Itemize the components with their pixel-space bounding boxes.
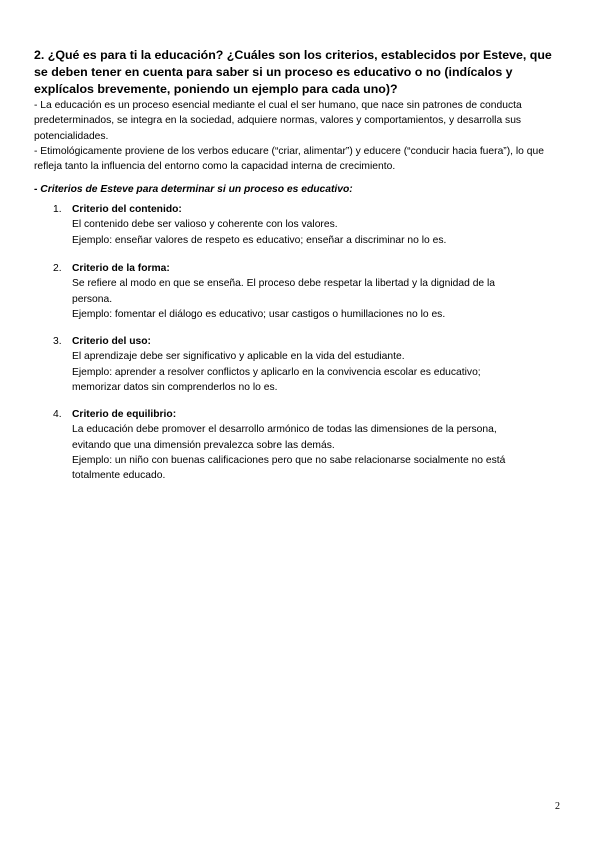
criterion-number: 2.: [53, 263, 62, 274]
criterion-example: Ejemplo: fomentar el diálogo es educativo; usar castigos o humillaciones no lo es.: [72, 308, 446, 320]
criterion-description: La educación debe promover el desarrollo armónico de todas las dimensiones de la persona, evitando que una dimensión prevalezca sobre las demás.: [72, 424, 497, 451]
criterion-description: Se refiere al modo en que se enseña. El proceso debe respetar la libertad y la dignidad de la persona.: [72, 278, 496, 305]
criterion-number: 3.: [53, 336, 62, 347]
criterion-description: El contenido debe ser valioso y coherente con los valores.: [72, 219, 338, 231]
answer-section: [34, 98, 568, 174]
criterion-title: Criterio del uso:: [72, 336, 151, 347]
answer-paragraph-etymology: - Etimológicamente proviene de los verbos educare (“criar, alimentar”) y educere (“conducir hacia fuera”), lo que refleja tanto la influencia del entorno como la capacidad interna de crecimiento.: [34, 145, 544, 173]
criterion-title: Criterio de equilibrio:: [72, 409, 177, 420]
criterion-title: Criterio del contenido:: [72, 204, 182, 215]
answer-paragraph-definition: - La educación es un proceso esencial mediante el cual el ser humano, que nace sin patrones de conducta predeterminados, se integra en la sociedad, adquiere normas, valores y comportamientos, y desarrolla sus potencialidades.: [34, 100, 522, 142]
criteria-heading: - Criterios de Esteve para determinar si un proceso es educativo:: [34, 184, 353, 195]
criterion-title: Criterio de la forma:: [72, 263, 170, 274]
criterion-example: Ejemplo: aprender a resolver conflictos y aplicarlo en la convivencia escolar es educativo; memorizar datos sin comprenderlos no lo es.: [72, 366, 481, 393]
criterion-number: 1.: [53, 204, 62, 215]
question-heading: 2. ¿Qué es para ti la educación? ¿Cuáles son los criterios, establecidos por Esteve, que se deben tener en cuenta para saber si un proceso es educativo o no (indícalos y explícalos brevemente, poniendo un ejemplo para cada uno)?: [34, 48, 552, 96]
page-number: 2: [555, 801, 560, 812]
criterion-description: El aprendizaje debe ser significativo y aplicable en la vida del estudiante.: [72, 351, 405, 363]
criterion-example: Ejemplo: enseñar valores de respeto es educativo; enseñar a discriminar no lo es.: [72, 234, 447, 246]
criterion-example: Ejemplo: un niño con buenas calificaciones pero que no sabe relacionarse socialmente no está totalmente educado.: [72, 454, 506, 482]
criterion-number: 4.: [53, 409, 62, 420]
